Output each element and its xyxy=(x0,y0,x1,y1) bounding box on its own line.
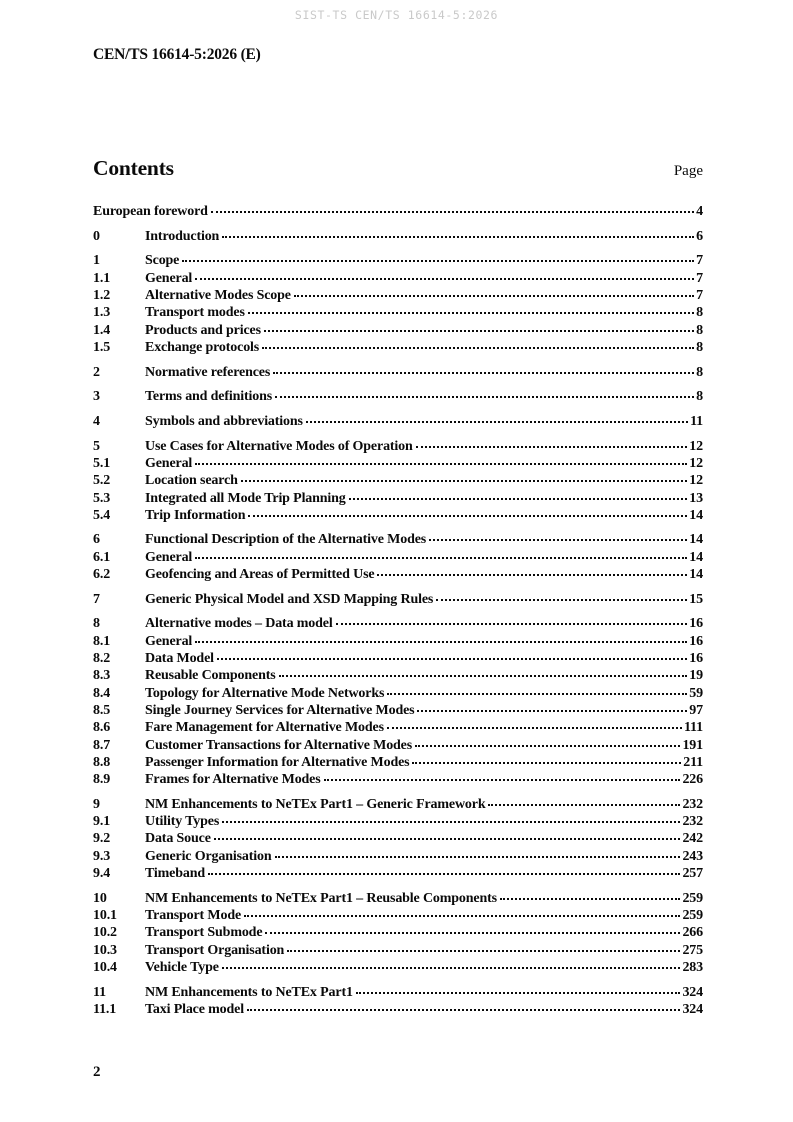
toc-entry-number: 6 xyxy=(93,532,100,548)
toc-entry-title: Utility Types xyxy=(145,814,220,830)
toc-entry-title: General xyxy=(145,549,193,565)
toc-entry[interactable] xyxy=(93,830,703,847)
toc-leader-dots xyxy=(415,745,680,747)
toc-entry-title: Customer Transactions for Alternative Modes xyxy=(145,737,413,753)
toc-entry-number: 10.3 xyxy=(93,942,117,958)
toc-entry-title: General xyxy=(145,633,193,649)
toc-entry-page: 7 xyxy=(696,270,703,286)
contents-header-row xyxy=(93,156,703,181)
toc-entry-title: Generic Physical Model and XSD Mapping Rules xyxy=(145,591,434,607)
toc-entry-number: 8.1 xyxy=(93,633,111,649)
toc-leader-dots xyxy=(324,779,681,781)
toc-leader-dots xyxy=(211,211,694,213)
toc-leader-dots xyxy=(208,873,680,875)
toc-entry[interactable] xyxy=(93,1001,703,1018)
toc-entry-page: 14 xyxy=(689,532,703,548)
toc-entry[interactable] xyxy=(93,865,703,882)
toc-entry[interactable] xyxy=(93,650,703,667)
toc-entry-number: 8.3 xyxy=(93,668,111,684)
toc-entry-number: 5.3 xyxy=(93,490,111,506)
toc-leader-dots xyxy=(262,347,694,349)
toc-entry-number: 8.9 xyxy=(93,772,111,788)
toc-entry[interactable] xyxy=(93,490,703,507)
table-of-contents xyxy=(93,203,703,1018)
toc-entry-page: 14 xyxy=(689,567,703,583)
toc-leader-dots xyxy=(273,372,694,374)
toc-entry-number: 11.1 xyxy=(93,1001,117,1017)
toc-entry-page: 275 xyxy=(682,942,703,958)
toc-entry-title: General xyxy=(145,270,193,286)
toc-entry-title: Frames for Alternative Modes xyxy=(145,772,321,788)
toc-leader-dots xyxy=(195,463,687,465)
toc-leader-dots xyxy=(244,915,680,917)
toc-leader-dots xyxy=(248,312,694,314)
toc-entry-title: Timeband xyxy=(145,866,206,881)
toc-leader-dots xyxy=(247,1009,680,1011)
toc-leader-dots xyxy=(287,950,680,952)
toc-entry-page: 242 xyxy=(682,831,703,847)
toc-leader-dots xyxy=(222,236,694,238)
toc-entry[interactable] xyxy=(93,848,703,865)
toc-entry[interactable] xyxy=(93,771,703,788)
toc-entry-page: 8 xyxy=(696,322,703,338)
toc-entry[interactable] xyxy=(93,203,703,220)
toc-entry-number: 11 xyxy=(93,984,106,1000)
toc-entry-number: 6.1 xyxy=(93,549,111,565)
toc-entry[interactable] xyxy=(93,507,703,524)
toc-entry-page: 14 xyxy=(689,549,703,565)
toc-leader-dots xyxy=(214,838,681,840)
toc-entry[interactable] xyxy=(93,472,703,489)
toc-entry-number: 10.1 xyxy=(93,907,117,923)
toc-entry-number: 3 xyxy=(93,389,100,405)
toc-entry-title: NM Enhancements to NeTEx Part1 – Reusable Components xyxy=(145,890,497,906)
toc-entry[interactable] xyxy=(93,388,703,405)
toc-leader-dots xyxy=(294,295,694,297)
toc-entry-title: General xyxy=(145,455,193,471)
toc-entry-number: 5.2 xyxy=(93,473,111,489)
toc-entry-number: 8 xyxy=(93,616,100,632)
toc-entry-title: Single Journey Services for Alternative Modes xyxy=(145,702,415,718)
toc-entry-page: 257 xyxy=(682,866,703,881)
toc-entry[interactable] xyxy=(93,942,703,959)
toc-entry-page: 97 xyxy=(689,702,703,718)
toc-entry-page: 8 xyxy=(696,305,703,321)
toc-entry[interactable] xyxy=(93,252,703,269)
toc-entry-page: 19 xyxy=(689,668,703,684)
toc-leader-dots xyxy=(336,623,688,625)
toc-entry-number: 5.1 xyxy=(93,455,111,471)
toc-entry[interactable] xyxy=(93,304,703,321)
toc-leader-dots xyxy=(195,641,687,643)
toc-entry-page: 226 xyxy=(682,772,703,788)
toc-entry[interactable] xyxy=(93,633,703,650)
toc-entry-page: 8 xyxy=(696,389,703,405)
toc-entry-number: 4 xyxy=(93,413,100,429)
toc-entry-title: Topology for Alternative Mode Networks xyxy=(145,685,385,701)
watermark-text: SIST-TS CEN/TS 16614-5:2026 xyxy=(294,8,499,22)
toc-entry-title: Data Souce xyxy=(145,831,211,847)
toc-entry-title: Generic Organisation xyxy=(145,848,272,864)
toc-leader-dots xyxy=(500,898,681,900)
toc-entry-number: 1.5 xyxy=(93,339,111,355)
toc-entry-title: Taxi Place model xyxy=(145,1001,244,1017)
toc-leader-dots xyxy=(488,804,680,806)
toc-entry[interactable] xyxy=(93,907,703,924)
toc-entry-page: 4 xyxy=(696,204,703,219)
toc-entry[interactable] xyxy=(93,364,703,381)
toc-entry-page: 59 xyxy=(689,685,703,701)
toc-entry-number: 1.3 xyxy=(93,305,111,321)
toc-entry-number: 9.3 xyxy=(93,848,111,864)
toc-entry[interactable] xyxy=(93,813,703,830)
toc-entry-number: 9 xyxy=(93,796,100,812)
document-reference-header: CEN/TS 16614-5:2026 (E) xyxy=(93,46,261,63)
toc-entry[interactable] xyxy=(93,287,703,304)
toc-leader-dots xyxy=(195,278,694,280)
toc-entry-page: 16 xyxy=(689,633,703,649)
toc-entry[interactable] xyxy=(93,339,703,356)
toc-entry-number: 0 xyxy=(93,228,100,244)
toc-entry[interactable] xyxy=(93,228,703,245)
toc-entry[interactable] xyxy=(93,615,703,632)
toc-entry-page: 232 xyxy=(682,814,703,830)
toc-entry-number: 1.1 xyxy=(93,270,111,286)
toc-leader-dots xyxy=(377,574,687,576)
toc-leader-dots xyxy=(436,599,687,601)
toc-entry[interactable] xyxy=(93,549,703,566)
toc-entry-number: 5 xyxy=(93,438,100,454)
toc-entry[interactable] xyxy=(93,270,703,287)
contents-title: Contents xyxy=(93,156,174,180)
toc-entry[interactable] xyxy=(93,924,703,941)
toc-entry[interactable] xyxy=(93,322,703,339)
toc-entry-title: Transport modes xyxy=(145,305,245,321)
toc-entry-title: Transport Organisation xyxy=(145,942,285,958)
toc-entry-title: Reusable Components xyxy=(145,668,276,684)
toc-entry-page: 12 xyxy=(689,455,703,471)
toc-entry-page: 259 xyxy=(682,890,703,906)
toc-leader-dots xyxy=(241,480,688,482)
toc-entry-page: 8 xyxy=(696,364,703,380)
toc-entry[interactable] xyxy=(93,413,703,430)
toc-entry-page: 259 xyxy=(682,907,703,923)
toc-entry-title: Exchange protocols xyxy=(145,339,260,355)
toc-leader-dots xyxy=(429,539,687,541)
toc-entry-page: 7 xyxy=(696,287,703,303)
toc-entry[interactable] xyxy=(93,754,703,771)
toc-entry-title: Alternative Modes Scope xyxy=(145,287,291,303)
toc-entry-page: 266 xyxy=(682,925,703,941)
toc-entry-title: Normative references xyxy=(145,364,271,380)
toc-entry-title: Geofencing and Areas of Permitted Use xyxy=(145,567,375,583)
toc-entry[interactable] xyxy=(93,796,703,813)
toc-entry-title: Functional Description of the Alternative Modes xyxy=(145,532,427,548)
toc-leader-dots xyxy=(279,675,688,677)
toc-entry-page: 243 xyxy=(682,848,703,864)
toc-leader-dots xyxy=(356,992,681,994)
toc-entry-page: 7 xyxy=(696,253,703,269)
toc-leader-dots xyxy=(417,710,687,712)
toc-entry[interactable] xyxy=(93,890,703,907)
toc-entry-number: 1 xyxy=(93,253,100,269)
toc-entry-number: 1.2 xyxy=(93,287,111,303)
toc-entry-title: Scope xyxy=(145,253,180,269)
toc-entry[interactable] xyxy=(93,531,703,548)
toc-entry[interactable] xyxy=(93,685,703,702)
toc-entry-title: Use Cases for Alternative Modes of Operation xyxy=(145,438,413,454)
toc-leader-dots xyxy=(195,557,687,559)
toc-leader-dots xyxy=(222,967,681,969)
toc-entry-title: Terms and definitions xyxy=(145,389,273,405)
toc-entry-page: 13 xyxy=(689,490,703,506)
toc-entry-title: NM Enhancements to NeTEx Part1 xyxy=(145,984,353,1000)
toc-entry[interactable] xyxy=(93,566,703,583)
toc-leader-dots xyxy=(265,932,680,934)
toc-entry-page: 111 xyxy=(683,720,703,736)
toc-entry-page: 12 xyxy=(689,473,703,489)
toc-entry-page: 6 xyxy=(696,228,703,244)
toc-entry[interactable] xyxy=(93,455,703,472)
footer-page-number: 2 xyxy=(93,1064,101,1080)
toc-entry[interactable] xyxy=(93,984,703,1001)
toc-entry-title: Alternative modes – Data model xyxy=(145,616,333,632)
toc-entry-page: 232 xyxy=(682,796,703,812)
toc-leader-dots xyxy=(217,658,687,660)
toc-entry-page: 191 xyxy=(682,737,703,753)
toc-entry[interactable] xyxy=(93,719,703,736)
toc-entry-page: 14 xyxy=(689,507,703,523)
toc-entry[interactable] xyxy=(93,737,703,754)
toc-entry-title: Location search xyxy=(145,473,238,489)
toc-entry-title: European foreword xyxy=(93,204,208,219)
toc-entry-number: 9.1 xyxy=(93,814,111,830)
toc-entry-page: 11 xyxy=(690,413,703,429)
toc-leader-dots xyxy=(275,856,681,858)
toc-leader-dots xyxy=(349,498,688,500)
toc-entry-page: 15 xyxy=(689,591,703,607)
toc-leader-dots xyxy=(275,396,694,398)
toc-entry[interactable] xyxy=(93,667,703,684)
toc-entry-number: 5.4 xyxy=(93,507,111,523)
toc-entry-page: 324 xyxy=(682,1001,703,1017)
toc-entry-title: Transport Mode xyxy=(145,907,242,923)
toc-entry-title: Trip Information xyxy=(145,507,246,523)
toc-entry-page: 12 xyxy=(689,438,703,454)
toc-leader-dots xyxy=(387,693,687,695)
toc-entry-title: Introduction xyxy=(145,228,220,244)
toc-leader-dots xyxy=(416,446,688,448)
toc-entry-title: Integrated all Mode Trip Planning xyxy=(145,490,346,506)
toc-entry-number: 8.8 xyxy=(93,754,111,770)
toc-leader-dots xyxy=(412,762,681,764)
toc-entry-title: Transport Submode xyxy=(145,925,263,941)
toc-entry[interactable] xyxy=(93,438,703,455)
toc-entry-title: NM Enhancements to NeTEx Part1 – Generic Framework xyxy=(145,796,486,812)
toc-leader-dots xyxy=(222,821,680,823)
toc-entry-page: 8 xyxy=(696,339,703,355)
toc-entry-page: 16 xyxy=(689,651,703,667)
toc-entry-number: 2 xyxy=(93,364,100,380)
toc-entry-number: 8.2 xyxy=(93,651,111,667)
toc-entry[interactable] xyxy=(93,591,703,608)
toc-entry[interactable] xyxy=(93,959,703,976)
page-column-label: Page xyxy=(673,163,703,179)
toc-entry-title: Fare Management for Alternative Modes xyxy=(145,720,384,736)
toc-leader-dots xyxy=(387,727,682,729)
toc-entry-number: 6.2 xyxy=(93,567,111,583)
toc-leader-dots xyxy=(182,260,694,262)
toc-entry-number: 8.4 xyxy=(93,685,111,701)
toc-entry-number: 1.4 xyxy=(93,322,111,338)
toc-entry-number: 7 xyxy=(93,591,100,607)
toc-entry-number: 8.7 xyxy=(93,737,111,753)
toc-entry-title: Symbols and abbreviations xyxy=(145,413,303,429)
toc-entry[interactable] xyxy=(93,702,703,719)
toc-leader-dots xyxy=(248,515,687,517)
toc-leader-dots xyxy=(306,421,688,423)
toc-entry-number: 9.2 xyxy=(93,831,111,847)
toc-entry-title: Data Model xyxy=(145,651,214,667)
toc-entry-page: 283 xyxy=(682,959,703,975)
toc-entry-number: 8.5 xyxy=(93,702,111,718)
toc-entry-title: Products and prices xyxy=(145,322,261,338)
toc-entry-number: 10.2 xyxy=(93,925,117,941)
toc-entry-page: 324 xyxy=(682,984,703,1000)
toc-entry-number: 10.4 xyxy=(93,959,117,975)
toc-entry-title: Passenger Information for Alternative Modes xyxy=(145,754,410,770)
toc-entry-title: Vehicle Type xyxy=(145,959,219,975)
toc-entry-page: 16 xyxy=(689,616,703,632)
toc-entry-number: 10 xyxy=(93,890,107,906)
toc-entry-number: 8.6 xyxy=(93,720,111,736)
toc-leader-dots xyxy=(264,330,694,332)
toc-entry-number: 9.4 xyxy=(93,866,111,881)
toc-entry-page: 211 xyxy=(683,754,703,770)
